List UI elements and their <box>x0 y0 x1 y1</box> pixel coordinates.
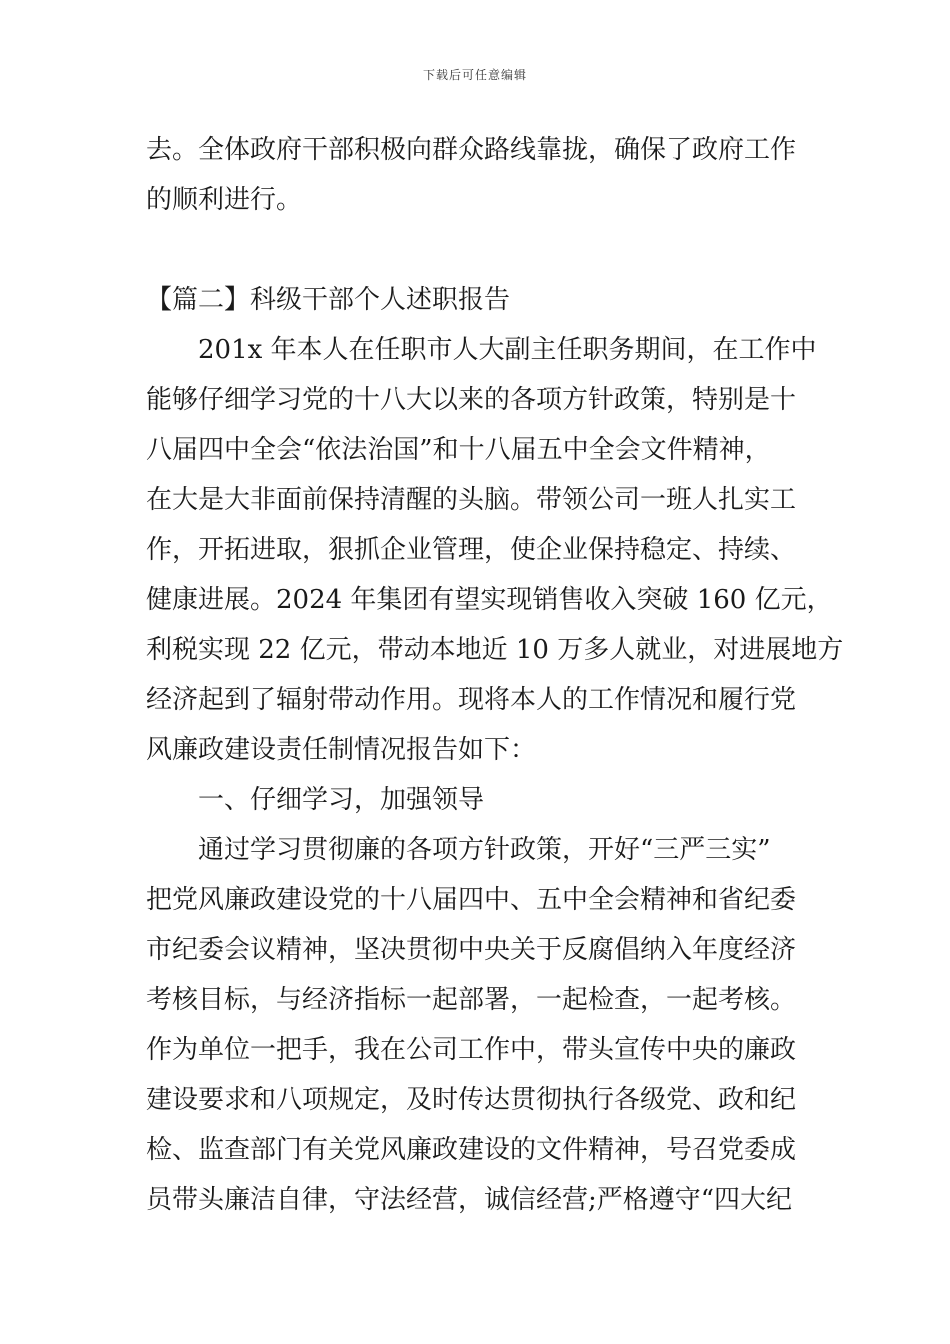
page-header: 下载后可任意编辑 <box>422 68 527 82</box>
paragraph-first-line: 通过学习贯彻廉的各项方针政策，开好“三严三实” <box>198 835 771 865</box>
text-line: 经济起到了辐射带动作用。现将本人的工作情况和履行党 <box>146 685 797 715</box>
text-line: 健康进展。2024 年集团有望实现销售收入突破 160 亿元， <box>146 585 833 615</box>
section-heading: 【篇二】科级干部个人述职报告 <box>146 285 511 315</box>
text-line: 去。全体政府干部积极向群众路线靠拢，确保了政府工作 <box>146 135 797 165</box>
text-line: 在大是大非面前保持清醒的头脑。带领公司一班人扎实工 <box>146 485 797 515</box>
text-line: 利税实现 22 亿元，带动本地近 10 万多人就业，对进展地方 <box>146 635 844 665</box>
text-line: 八届四中全会“依法治国”和十八届五中全会文件精神， <box>146 435 771 465</box>
text-line: 作为单位一把手，我在公司工作中，带头宣传中央的廉政 <box>146 1035 797 1065</box>
text-line: 考核目标，与经济指标一起部署，一起检查，一起考核。 <box>146 985 797 1015</box>
text-line: 能够仔细学习党的十八大以来的各项方针政策，特别是十 <box>146 385 797 415</box>
text-line: 风廉政建设责任制情况报告如下： <box>146 735 537 765</box>
subsection-heading: 一、仔细学习，加强领导 <box>198 785 485 815</box>
text-line: 建设要求和八项规定，及时传达贯彻执行各级党、政和纪 <box>146 1085 797 1115</box>
text-line: 把党风廉政建设党的十八届四中、五中全会精神和省纪委 <box>146 885 797 915</box>
text-line: 检、监查部门有关党风廉政建设的文件精神，号召党委成 <box>146 1135 797 1165</box>
text-line: 的顺利进行。 <box>146 185 303 215</box>
text-line: 员带头廉洁自律，守法经营，诚信经营;严格遵守“四大纪 <box>146 1185 793 1215</box>
text-line: 市纪委会议精神，坚决贯彻中央关于反腐倡纳入年度经济 <box>146 935 797 965</box>
paragraph-first-line: 201x 年本人在任职市人大副主任职务期间，在工作中 <box>198 335 817 365</box>
text-line: 作，开拓进取，狠抓企业管理，使企业保持稳定、持续、 <box>146 535 797 565</box>
